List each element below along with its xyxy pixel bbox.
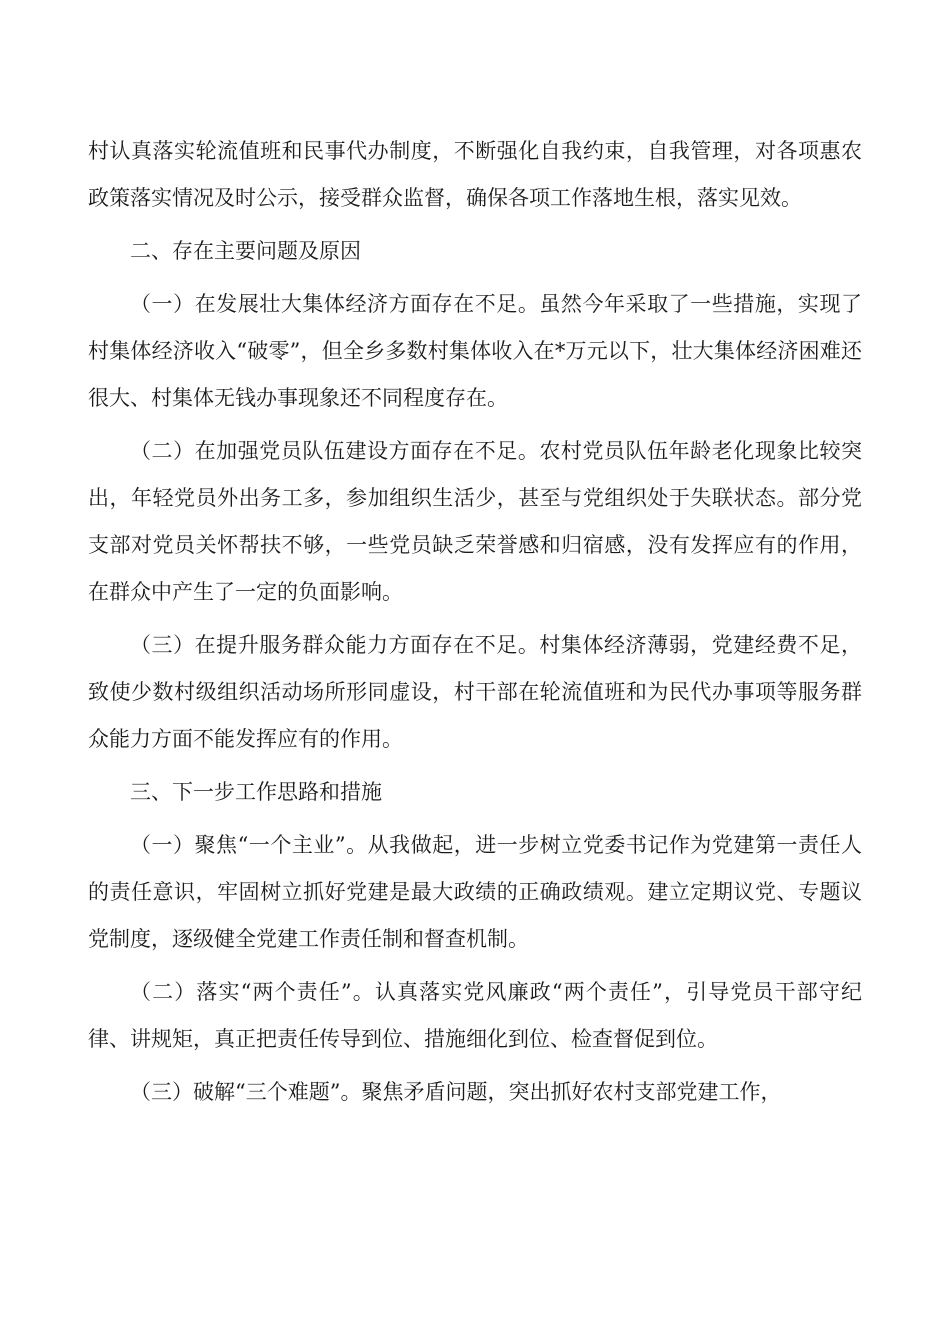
paragraph-measure-2: （二）落实“两个责任”。认真落实党风廉政“两个责任”，引导党员干部守纪律、讲规矩，真正把责任传导到位、措施细化到位、检查督促到位。 — [88, 980, 862, 1051]
paragraph-problem-2: （二）在加强党员队伍建设方面存在不足。农村党员队伍年龄老化现象比较突出，年轻党员外出务工多，参加组织生活少，甚至与党组织处于失联状态。部分党支部对党员关怀帮扶不够，一些党员缺乏荣誉感和归宿感，没有发挥应有的作用，在群众中产生了一定的负面影响。 — [88, 439, 862, 604]
section-heading-next-steps: 三、下一步工作思路和措施 — [130, 780, 382, 804]
paragraph-continuation: 村认真落实轮流值班和民事代办制度，不断强化自我约束，自我管理，对各项惠农政策落实情况及时公示，接受群众监督，确保各项工作落地生根，落实见效。 — [88, 139, 862, 210]
paragraph-measure-1: （一）聚焦“一个主业”。从我做起，进一步树立党委书记作为党建第一责任人的责任意识，牢固树立抓好党建是最大政绩的正确政绩观。建立定期议党、专题议党制度，逐级健全党建工作责任制和督查机制。 — [88, 833, 862, 951]
section-heading-problems: 二、存在主要问题及原因 — [130, 239, 361, 263]
document-page — [88, 128, 862, 1122]
paragraph-measure-3: （三）破解“三个难题”。聚焦矛盾问题，突出抓好农村支部党建工作， — [130, 1080, 782, 1104]
paragraph-problem-3: （三）在提升服务群众能力方面存在不足。村集体经济薄弱，党建经费不足，致使少数村级组织活动场所形同虚设，村干部在轮流值班和为民代办事项等服务群众能力方面不能发挥应有的作用。 — [88, 633, 862, 751]
paragraph-problem-1: （一）在发展壮大集体经济方面存在不足。虽然今年采取了一些措施，实现了村集体经济收入“破零”，但全乡多数村集体收入在*万元以下，壮大集体经济困难还很大、村集体无钱办事现象还不同程度存在。 — [88, 292, 862, 410]
